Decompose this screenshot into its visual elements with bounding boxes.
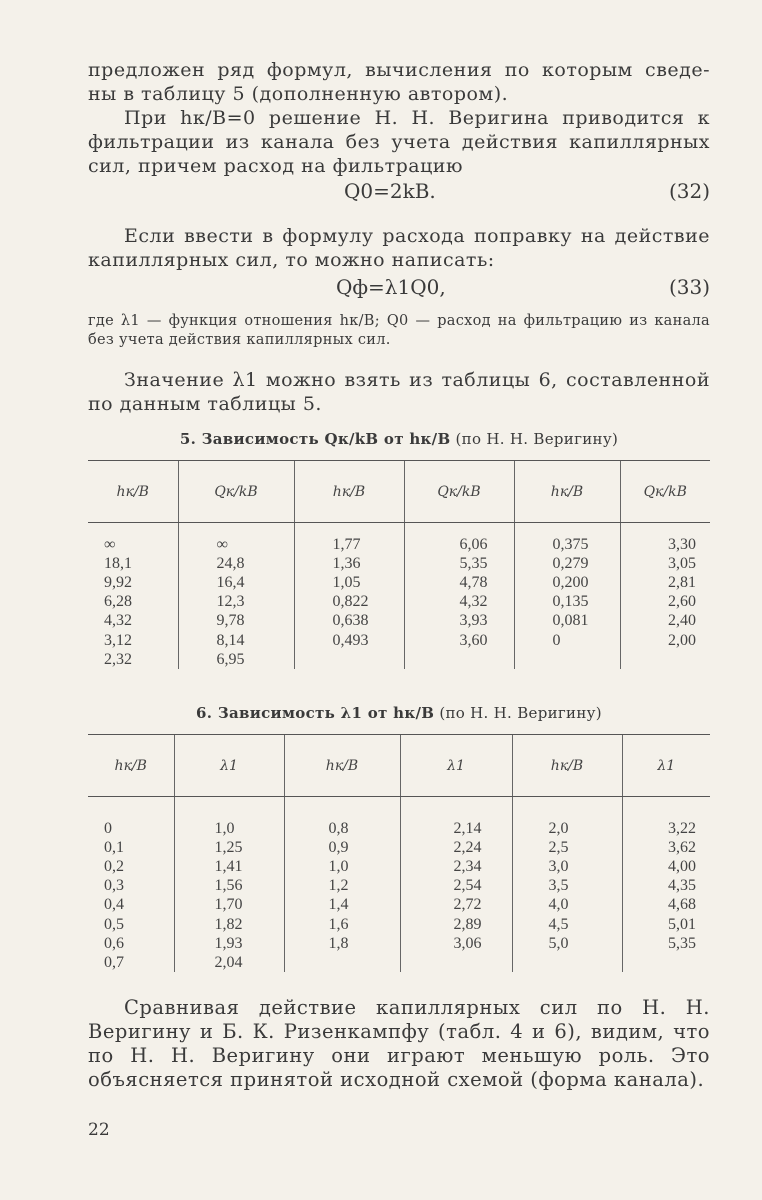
- cell: 2,60: [668, 593, 696, 611]
- cell: 1,70: [214, 896, 243, 914]
- cell: 9,78: [216, 612, 245, 630]
- cell: 5,0: [548, 934, 569, 952]
- table-6-caption-bold: 6. Зависимость λ1 от hк/B: [196, 704, 435, 722]
- cell: 6,95: [216, 650, 245, 668]
- table-5-caption: [88, 430, 710, 448]
- table-5-header: Qк/kB: [178, 461, 294, 523]
- cell: 4,00: [668, 857, 696, 875]
- cell: 2,32: [104, 650, 132, 668]
- cell: 0,8: [328, 819, 349, 837]
- table-6-header: hк/B: [284, 735, 400, 797]
- cell: 0,638: [332, 612, 369, 630]
- cell: 0,081: [552, 612, 589, 630]
- table-6-header: λ1: [622, 735, 710, 797]
- equation-32: Q0=2kB.: [344, 179, 436, 203]
- cell: 2,81: [668, 573, 696, 591]
- cell: 4,68: [668, 896, 696, 914]
- cell: 1,8: [328, 934, 349, 952]
- cell: 0,9: [328, 838, 349, 856]
- cell: 2,34: [453, 857, 482, 875]
- intro-paragraph: [88, 58, 710, 106]
- cell: 2,0: [548, 819, 569, 837]
- cell: ∞: [104, 535, 116, 553]
- cell: 8,14: [216, 631, 245, 649]
- cell: 2,72: [453, 896, 482, 914]
- intro-line-1: предложен ряд формул, вычисления по которым сведе-: [88, 59, 710, 81]
- cell: 1,41: [214, 857, 243, 875]
- table-5-body: [88, 535, 710, 669]
- cell: 24,8: [216, 554, 245, 572]
- cell: 1,25: [214, 838, 243, 856]
- variable-note: где λ1 — функция отношения hк/B; Q0 — расход на фильтрацию из канала без учета действия капиллярных сил.: [88, 313, 710, 348]
- table-6-header: λ1: [174, 735, 284, 797]
- table-6-caption-rest: (по Н. Н. Веригину): [439, 704, 602, 722]
- cell: 5,35: [459, 554, 488, 572]
- cell: 0,3: [104, 877, 124, 895]
- cell: 4,0: [548, 896, 569, 914]
- cell: 3,06: [453, 934, 482, 952]
- table-6: [88, 734, 710, 972]
- cell: 1,36: [332, 554, 361, 572]
- cell: 5,01: [668, 915, 696, 933]
- table-6-caption: [88, 704, 710, 722]
- cell: ∞: [216, 535, 228, 553]
- cell: 0,279: [552, 554, 589, 572]
- table-5-header: Qк/kB: [404, 461, 514, 523]
- cell: 1,0: [328, 857, 349, 875]
- cell: 0: [552, 631, 561, 649]
- cell: 18,1: [104, 554, 132, 572]
- table-5-header: hк/B: [294, 461, 404, 523]
- cell: 3,93: [459, 612, 488, 630]
- cell: 6,28: [104, 593, 132, 611]
- cell: 2,54: [453, 877, 482, 895]
- table-5-caption-bold: 5. Зависимость Qк/kB от hк/B: [179, 430, 451, 448]
- cell: 0,200: [552, 573, 589, 591]
- cell: 3,12: [104, 631, 132, 649]
- cell: 2,00: [668, 631, 696, 649]
- cell: 5,35: [668, 934, 696, 952]
- cell: 4,32: [104, 612, 132, 630]
- cell: 0,822: [332, 593, 369, 611]
- cell: 4,78: [459, 573, 488, 591]
- equation-33: Qф=λ1Q0,: [336, 275, 446, 299]
- cell: 6,06: [459, 535, 488, 553]
- cell: 2,14: [453, 819, 482, 837]
- cell: 4,32: [459, 593, 488, 611]
- table-6-body: [88, 819, 710, 973]
- table-5-caption-rest: (по Н. Н. Веригину): [455, 430, 619, 448]
- cell: 0,5: [104, 915, 124, 933]
- cell: 3,62: [668, 838, 696, 856]
- cell: 1,2: [328, 877, 349, 895]
- cell: 16,4: [216, 573, 245, 591]
- cell: 0,2: [104, 857, 124, 875]
- cell: 0,4: [104, 896, 124, 914]
- cell: 3,60: [459, 631, 488, 649]
- cell: 0: [104, 819, 112, 837]
- cell: 0,7: [104, 953, 124, 971]
- paragraph-3: Если ввести в формулу расхода поправку на действие капиллярных сил, то можно написать:: [88, 225, 710, 271]
- cell: 2,40: [668, 612, 696, 630]
- cell: 4,5: [548, 915, 569, 933]
- cell: 1,4: [328, 896, 349, 914]
- paragraph-4: Значение λ1 можно взять из таблицы 6, составленной по данным таблицы 5.: [88, 369, 710, 415]
- cell: 2,04: [214, 953, 243, 971]
- cell: 1,56: [214, 877, 243, 895]
- cell: 2,5: [548, 838, 569, 856]
- cell: 3,0: [548, 857, 569, 875]
- cell: 2,89: [453, 915, 482, 933]
- cell: 0,375: [552, 535, 589, 553]
- cell: 3,5: [548, 877, 569, 895]
- cell: 1,0: [214, 819, 235, 837]
- cell: 0,6: [104, 934, 124, 952]
- cell: 0,135: [552, 593, 589, 611]
- cell: 1,05: [332, 573, 361, 591]
- cell: 1,77: [332, 535, 361, 553]
- table-6-header: hк/B: [512, 735, 622, 797]
- cell: 1,6: [328, 915, 349, 933]
- table-5-header: hк/B: [514, 461, 620, 523]
- table-5-header: hк/B: [88, 461, 178, 523]
- cell: 9,92: [104, 573, 132, 591]
- cell: 3,30: [668, 535, 696, 553]
- cell: 0,493: [332, 631, 369, 649]
- cell: 4,35: [668, 877, 696, 895]
- cell: 2,24: [453, 838, 482, 856]
- cell: 3,22: [668, 819, 696, 837]
- table-5: [88, 460, 710, 669]
- intro-line-2: ны в таблицу 5 (дополненную автором).: [88, 83, 509, 105]
- cell: 1,82: [214, 915, 243, 933]
- table-5-header: Qк/kB: [620, 461, 710, 523]
- page-number: 22: [88, 1120, 110, 1140]
- equation-33-number: (33): [668, 275, 710, 299]
- table-6-header-row: [88, 735, 710, 797]
- equation-32-number: (32): [668, 179, 710, 203]
- cell: 12,3: [216, 593, 245, 611]
- paragraph-2: При hк/B=0 решение Н. Н. Веригина приводится к фильтрации из канала без учета действия капиллярных сил, причем расход на фильтрацию: [88, 107, 710, 177]
- paragraph-5: Сравнивая действие капиллярных сил по Н. Н. Веригину и Б. К. Ризенкампфу (табл. 4 и 6), видим, что по Н. Н. Веригину они играют меньшую роль. Это объясняется принятой исходной схемой (форма канала).: [88, 996, 710, 1091]
- table-6-header: λ1: [400, 735, 512, 797]
- table-6-header: hк/B: [88, 735, 174, 797]
- cell: 1,93: [214, 934, 243, 952]
- cell: 0,1: [104, 838, 124, 856]
- cell: 3,05: [668, 554, 696, 572]
- table-5-header-row: [88, 461, 710, 523]
